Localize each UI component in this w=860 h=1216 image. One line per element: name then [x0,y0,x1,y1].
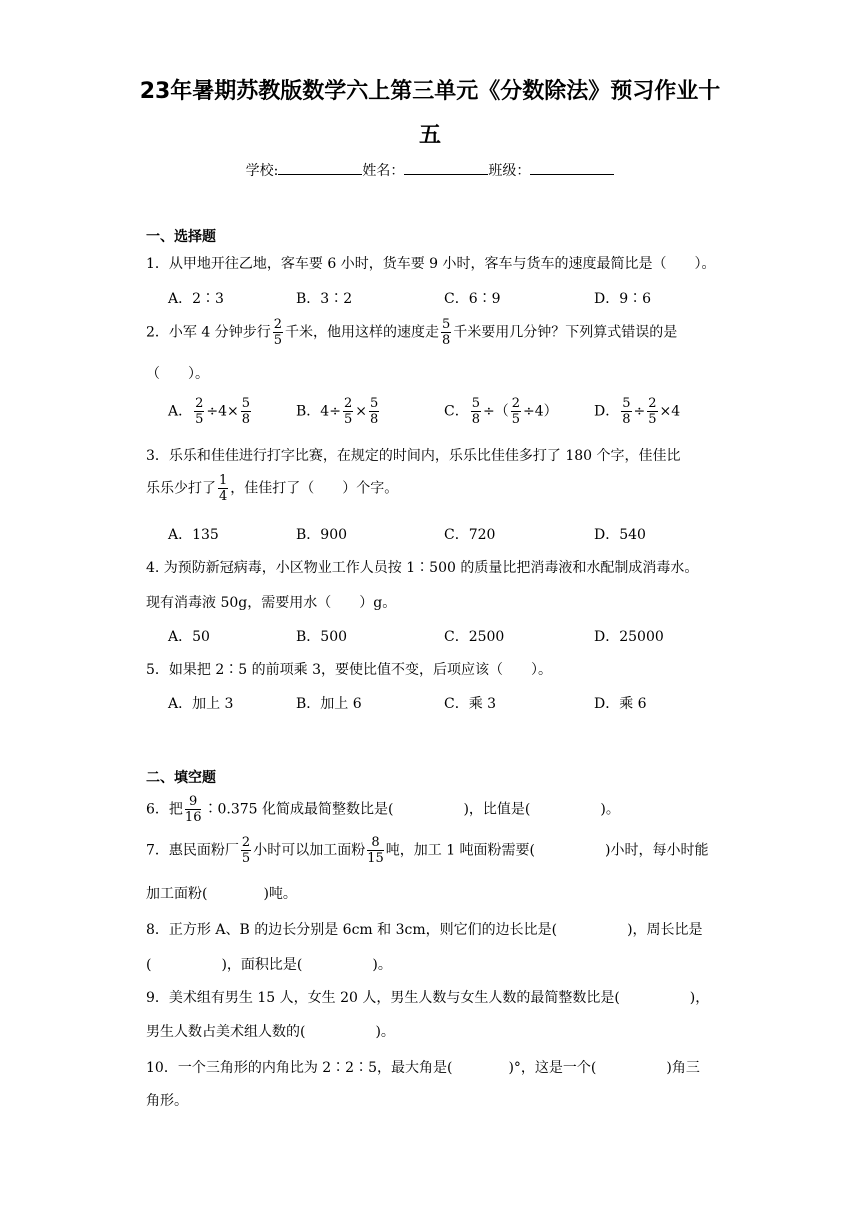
q3-part-2: ，佳佳打了（ ）个字。 [230,480,399,497]
q6-fraction-9-16 [185,795,202,824]
q7-fraction-2-5 [241,836,251,865]
q3-option-d[interactable]: D．540 [594,527,646,543]
question-4-line-2: 现有消毒液 50g，需要用水（ ）g。 [146,595,397,611]
operator: ÷ [633,403,646,420]
fraction [194,397,204,426]
question-7-line-2[interactable]: 加工面粉( )吨。 [146,886,297,902]
question-2-text [146,318,677,347]
denominator: 8 [369,412,379,427]
name-blank[interactable] [404,160,488,175]
denominator: 16 [184,810,202,825]
fraction [511,397,521,426]
numerator: 1 [219,473,228,488]
fraction [241,397,251,426]
question-8-line-2[interactable]: ( )，面积比是( )。 [146,957,392,973]
q2-option-b[interactable] [296,397,381,426]
fraction [369,397,379,426]
denominator: 8 [622,412,631,427]
operator: ÷4× [206,403,239,420]
numerator: 5 [442,317,451,332]
operator: ÷4） [523,403,558,420]
denominator: 5 [343,412,353,427]
q1-option-c[interactable]: C．6∶9 [444,291,501,307]
q3-fraction-1-4 [218,474,228,503]
question-9-line-2[interactable]: 男生人数占美术组人数的( )。 [146,1024,395,1040]
q7-fraction-8-15 [367,836,384,865]
numerator: 5 [369,396,379,411]
operator: ×4 [659,403,681,420]
question-3-line-2 [146,474,398,503]
numerator: 2 [195,396,204,411]
q5-option-c[interactable]: C．乘 3 [444,696,497,712]
numerator: 5 [241,396,251,411]
option-label: D． [594,403,620,420]
numerator: 2 [273,317,282,332]
denominator: 15 [367,851,384,866]
question-5-text: 5．如果把 2∶5 的前项乘 3，要使比值不变，后项应该（ ）。 [146,662,552,678]
q2-fraction-2-5 [273,318,283,347]
question-4-text: 4. 为预防新冠病毒，小区物业工作人员按 1∶500 的质量比把消毒液和水配制成消毒水。 [146,560,699,576]
question-6-text [146,795,620,824]
q2-part-3: 千米要用几分钟？下列算式错误的是 [453,324,678,341]
option-label: A． [168,403,193,420]
q2-option-a[interactable] [168,397,253,426]
q4-option-a[interactable]: A．50 [168,629,210,645]
class-label: 班级： [488,163,531,179]
q5-option-a[interactable]: A．加上 3 [168,696,234,712]
q1-option-a[interactable]: A．2∶3 [168,291,224,307]
page-title: 23年暑期苏教版数学六上第三单元《分数除法》预习作业十 [139,79,721,104]
q3-option-a[interactable]: A．135 [168,527,219,543]
question-2-line-2: （ ）。 [146,366,209,382]
q4-option-c[interactable]: C．2500 [444,629,505,645]
q3-option-c[interactable]: C．720 [444,527,496,543]
q3-part-1: 乐乐少打了 [146,480,216,497]
section-choice-heading: 一、选择题 [146,229,216,245]
denominator: 5 [241,851,251,866]
denominator: 8 [241,412,251,427]
numerator: 5 [471,396,480,411]
q1-option-b[interactable]: B．3∶2 [296,291,353,307]
denominator: 4 [219,489,228,504]
q6-part-2[interactable]: ∶0.375 化简成最简整数比是( )，比值是( )。 [203,801,620,818]
q2-fraction-5-8 [441,318,451,347]
operator: × [355,403,367,420]
question-3-text: 3．乐乐和佳佳进行打字比赛，在规定的时间内，乐乐比佳佳多打了 180 个字，佳佳比 [146,448,681,464]
denominator: 5 [511,412,521,427]
question-10-line-2: 角形。 [146,1093,188,1109]
name-label: 姓名： [362,163,405,179]
numerator: 2 [241,835,251,850]
student-info-line [0,160,860,180]
fraction [621,397,631,426]
q2-part-1: 2．小军 4 分钟步行 [146,324,271,341]
numerator: 2 [511,396,521,411]
q7-part-3[interactable]: 吨，加工 1 吨面粉需要( )小时，每小时能 [385,842,709,859]
denominator: 5 [195,412,204,427]
q5-option-b[interactable]: B．加上 6 [296,696,362,712]
class-blank[interactable] [530,160,614,175]
q7-part-1: 7．惠民面粉厂 [146,842,239,859]
q2-option-d[interactable] [594,397,680,426]
denominator: 8 [471,412,480,427]
q6-part-1: 6．把 [146,801,183,818]
numerator: 2 [648,396,657,411]
fraction [343,397,353,426]
denominator: 8 [442,333,451,348]
question-8-text[interactable]: 8．正方形 A、B 的边长分别是 6cm 和 3cm，则它们的边长比是( )，周长比是 [146,922,703,938]
q2-option-c[interactable] [444,397,558,426]
question-9-text[interactable]: 9．美术组有男生 15 人，女生 20 人，男生人数与女生人数的最简整数比是( )， [146,990,710,1006]
denominator: 5 [273,333,282,348]
fraction [471,397,481,426]
school-blank[interactable] [278,160,362,175]
numerator: 2 [343,396,353,411]
question-10-text[interactable]: 10．一个三角形的内角比为 2∶2∶5，最大角是( )°，这是一个( )角三 [146,1060,700,1076]
option-label: B．4÷ [296,403,341,420]
section-fill-heading: 二、填空题 [146,770,216,786]
q2-part-2: 千米，他用这样的速度走 [285,324,439,341]
school-label: 学校: [245,163,279,179]
q4-option-b[interactable]: B．500 [296,629,348,645]
q3-option-b[interactable]: B．900 [296,527,348,543]
option-label: C． [444,403,469,420]
denominator: 5 [648,412,657,427]
numerator: 9 [185,795,202,810]
question-1-text: 1．从甲地开往乙地，客车要 6 小时，货车要 9 小时，客车与货车的速度最简比是（ ）。 [146,256,716,272]
operator: ÷（ [483,403,509,420]
q1-option-d[interactable]: D．9∶6 [594,291,652,307]
q7-part-2: 小时可以加工面粉 [253,842,366,859]
fraction [647,397,657,426]
q5-option-d[interactable]: D．乘 6 [594,696,647,712]
numerator: 8 [367,836,384,851]
page-title-continued: 五 [418,123,441,148]
q4-option-d[interactable]: D．25000 [594,629,664,645]
numerator: 5 [622,396,631,411]
question-7-text [146,836,708,865]
